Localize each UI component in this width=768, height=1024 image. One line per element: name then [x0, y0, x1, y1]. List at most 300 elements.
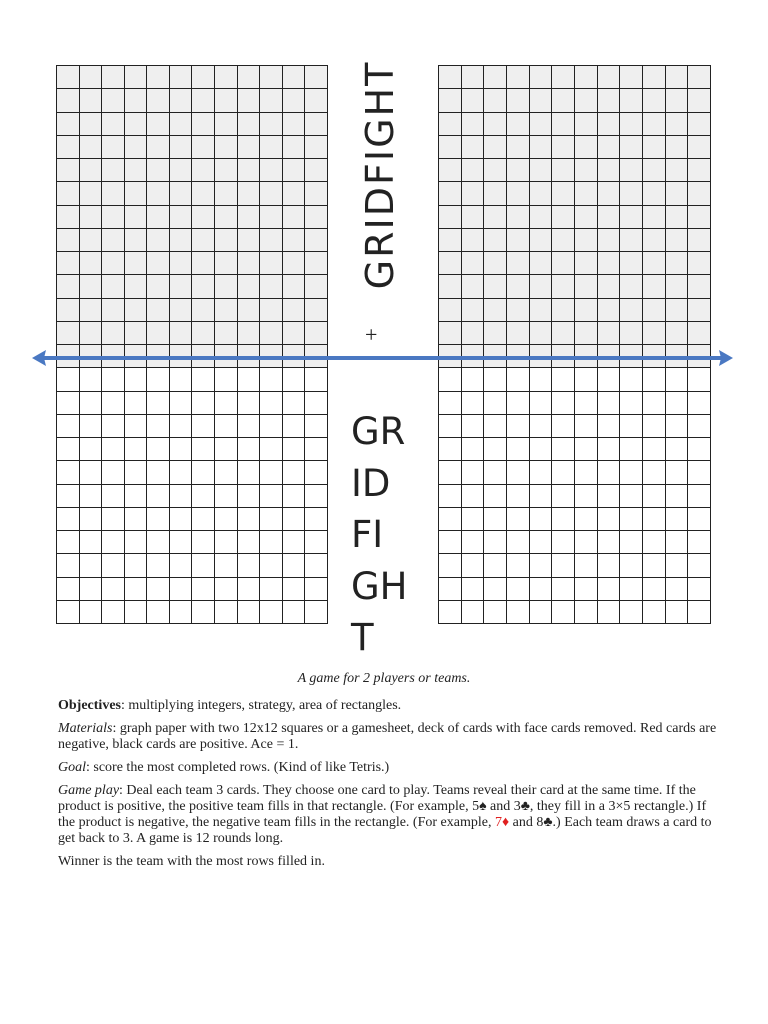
grid-row [57, 112, 328, 135]
grid-cell [461, 321, 484, 344]
grid-cell [620, 135, 643, 158]
grid-cell [461, 112, 484, 135]
grid-cell [57, 391, 80, 414]
subtitle: A game for 2 players or teams. [297, 671, 471, 686]
grid-cell [215, 112, 238, 135]
grid-cell [215, 461, 238, 484]
grid-cell [597, 112, 620, 135]
grid-cell [79, 507, 102, 530]
grid-cell [192, 484, 215, 507]
grid-cell [282, 554, 305, 577]
grid-cell [529, 298, 552, 321]
grid-cell [282, 414, 305, 437]
grid-cell [552, 159, 575, 182]
grid-cell [237, 182, 260, 205]
grid-cell [57, 414, 80, 437]
materials-paragraph [58, 721, 718, 753]
grid-cell [305, 298, 328, 321]
grid-cell [237, 391, 260, 414]
grid-cell [461, 159, 484, 182]
grid-row [439, 228, 711, 251]
grid-cell [574, 112, 597, 135]
grid-cell [305, 252, 328, 275]
red-card-example: 7♦ [494, 815, 510, 830]
grid-cell [282, 89, 305, 112]
gameplay-paragraph [58, 783, 718, 847]
grid-cell [461, 252, 484, 275]
grid-cell [688, 252, 711, 275]
grid-row [439, 600, 711, 623]
grid-cell [282, 298, 305, 321]
grid-cell [79, 554, 102, 577]
grid-row [439, 438, 711, 461]
grid-cell [169, 484, 192, 507]
grid-cell [215, 368, 238, 391]
grid-cell [620, 438, 643, 461]
title-vertical [350, 60, 410, 290]
number-line-axis [0, 346, 768, 370]
grid-cell [484, 391, 507, 414]
grid-cell [124, 577, 147, 600]
grid-cell [484, 321, 507, 344]
grid-cell [124, 252, 147, 275]
grid-cell [237, 484, 260, 507]
grid-cell [192, 252, 215, 275]
grid-cell [305, 554, 328, 577]
grid-row [439, 484, 711, 507]
grid-cell [192, 298, 215, 321]
grid-cell [506, 228, 529, 251]
grid-row [439, 66, 711, 89]
grid-cell [552, 182, 575, 205]
grid-cell [484, 438, 507, 461]
grid-cell [305, 600, 328, 623]
grid-cell [169, 205, 192, 228]
grid-row [439, 577, 711, 600]
grid-cell [688, 275, 711, 298]
grid-cell [305, 438, 328, 461]
grid-cell [665, 228, 688, 251]
grid-cell [620, 112, 643, 135]
grid-row [57, 600, 328, 623]
grid-cell [147, 391, 170, 414]
grid-cell [237, 507, 260, 530]
grid-cell [79, 205, 102, 228]
title-stacked-line: GH [351, 564, 408, 608]
grid-cell [574, 531, 597, 554]
axis-left-arrow [32, 350, 46, 366]
grid-cell [597, 461, 620, 484]
grid-cell [642, 275, 665, 298]
grid-cell [529, 275, 552, 298]
grid-cell [506, 159, 529, 182]
grid-cell [192, 461, 215, 484]
grid-cell [215, 275, 238, 298]
grid-cell [147, 507, 170, 530]
grid-cell [169, 554, 192, 577]
grid-cell [665, 438, 688, 461]
grid-cell [506, 368, 529, 391]
grid-cell [597, 391, 620, 414]
grid-cell [506, 391, 529, 414]
grid-cell [192, 554, 215, 577]
grid-cell [79, 600, 102, 623]
grid-cell [552, 531, 575, 554]
grid-cell [215, 414, 238, 437]
grid-cell [192, 89, 215, 112]
grid-cell [484, 531, 507, 554]
grid-cell [282, 438, 305, 461]
materials-label: Materials [58, 721, 113, 736]
grid-cell [260, 391, 283, 414]
grid-cell [439, 554, 462, 577]
grid-cell [642, 112, 665, 135]
grid-cell [124, 438, 147, 461]
grid-cell [57, 89, 80, 112]
grid-cell [506, 531, 529, 554]
grid-cell [484, 368, 507, 391]
grid-cell [79, 484, 102, 507]
grid-cell [102, 554, 125, 577]
grid-cell [597, 507, 620, 530]
grid-cell [79, 182, 102, 205]
grid-cell [192, 531, 215, 554]
grid-cell [439, 89, 462, 112]
grid-cell [147, 159, 170, 182]
grid-cell [260, 577, 283, 600]
grid-cell [688, 182, 711, 205]
grid-cell [57, 554, 80, 577]
grid-cell [102, 205, 125, 228]
grid-cell [282, 368, 305, 391]
grid-cell [597, 182, 620, 205]
grid-cell [102, 368, 125, 391]
grid-cell [574, 368, 597, 391]
grid-cell [102, 414, 125, 437]
grid-cell [215, 66, 238, 89]
grid-cell [305, 66, 328, 89]
grid-cell [147, 368, 170, 391]
grid-cell [620, 205, 643, 228]
grid-cell [305, 414, 328, 437]
grid-cell [282, 321, 305, 344]
grid-cell [439, 577, 462, 600]
grid-cell [552, 252, 575, 275]
grid-cell [215, 182, 238, 205]
grid-cell [147, 321, 170, 344]
grid-cell [461, 275, 484, 298]
grid-cell [237, 321, 260, 344]
grid-cell [574, 159, 597, 182]
grid-cell [282, 159, 305, 182]
grid-cell [169, 321, 192, 344]
title-vertical-text: GRIDFIGHT [358, 60, 402, 290]
grid-cell [552, 89, 575, 112]
grid-cell [620, 484, 643, 507]
grid-cell [552, 554, 575, 577]
grid-cell [169, 531, 192, 554]
grid-cell [124, 391, 147, 414]
grid-cell [597, 159, 620, 182]
grid-cell [237, 461, 260, 484]
grid-cell [215, 159, 238, 182]
grid-cell [102, 135, 125, 158]
grid-cell [665, 275, 688, 298]
grid-cell [169, 159, 192, 182]
grid-cell [79, 135, 102, 158]
grid-cell [506, 507, 529, 530]
grid-cell [439, 391, 462, 414]
grid-row [57, 252, 328, 275]
grid-cell [688, 135, 711, 158]
grid-cell [305, 182, 328, 205]
grid-cell [124, 461, 147, 484]
grid-cell [642, 298, 665, 321]
grid-cell [506, 89, 529, 112]
grid-cell [169, 298, 192, 321]
grid-cell [124, 112, 147, 135]
grid-cell [79, 531, 102, 554]
grid-cell [79, 461, 102, 484]
grid-cell [506, 182, 529, 205]
grid-row [439, 205, 711, 228]
grid-cell [574, 414, 597, 437]
grid-cell [57, 438, 80, 461]
grid-cell [124, 600, 147, 623]
grid-cell [169, 275, 192, 298]
grid-cell [260, 368, 283, 391]
grid-cell [102, 298, 125, 321]
grid-cell [102, 600, 125, 623]
grid-cell [260, 484, 283, 507]
grid-cell [192, 414, 215, 437]
grid-cell [688, 89, 711, 112]
grid-cell [57, 159, 80, 182]
grid-cell [57, 368, 80, 391]
title-stacked [351, 406, 431, 659]
grid-cell [529, 507, 552, 530]
grid-cell [169, 182, 192, 205]
grid-cell [642, 531, 665, 554]
grid-cell [305, 135, 328, 158]
grid-cell [102, 159, 125, 182]
grid-cell [642, 182, 665, 205]
grid-cell [79, 66, 102, 89]
grid-cell [57, 507, 80, 530]
grid-cell [574, 577, 597, 600]
grid-cell [305, 321, 328, 344]
grid-cell [529, 531, 552, 554]
grid-cell [79, 89, 102, 112]
grid-cell [57, 205, 80, 228]
grid-cell [260, 438, 283, 461]
objectives-paragraph [58, 698, 718, 714]
grid-cell [282, 275, 305, 298]
axis-right-arrow [719, 350, 733, 366]
grid-cell [282, 484, 305, 507]
grid-cell [79, 275, 102, 298]
grid-cell [665, 368, 688, 391]
grid-cell [102, 228, 125, 251]
grid-cell [260, 275, 283, 298]
grid-cell [124, 554, 147, 577]
grid-cell [124, 228, 147, 251]
rules-text [58, 698, 718, 877]
grid-cell [620, 531, 643, 554]
grid-cell [484, 275, 507, 298]
grid-cell [260, 554, 283, 577]
grid-cell [484, 182, 507, 205]
grid-cell [529, 368, 552, 391]
grid-cell [237, 368, 260, 391]
grid-cell [79, 438, 102, 461]
grid-cell [642, 554, 665, 577]
grid-cell [169, 89, 192, 112]
grid-cell [552, 66, 575, 89]
grid-cell [620, 577, 643, 600]
grid-cell [192, 438, 215, 461]
grid-cell [169, 414, 192, 437]
grid-cell [506, 112, 529, 135]
grid-cell [79, 577, 102, 600]
grid-cell [484, 298, 507, 321]
grid-cell [574, 205, 597, 228]
grid-cell [169, 66, 192, 89]
grid-cell [642, 321, 665, 344]
grid-cell [461, 531, 484, 554]
grid-cell [260, 461, 283, 484]
grid-cell [192, 600, 215, 623]
grid-cell [688, 205, 711, 228]
grid-cell [215, 205, 238, 228]
grid-cell [147, 89, 170, 112]
grid-cell [305, 461, 328, 484]
grid-cell [215, 531, 238, 554]
grid-cell [461, 554, 484, 577]
grid-cell [620, 89, 643, 112]
winner-paragraph: Winner is the team with the most rows filled in. [58, 854, 325, 869]
grid-cell [260, 531, 283, 554]
grid-cell [260, 507, 283, 530]
grid-cell [506, 66, 529, 89]
grid-cell [79, 228, 102, 251]
goal-label: Goal [58, 760, 86, 775]
grid-cell [529, 484, 552, 507]
grid-row [57, 159, 328, 182]
grid-cell [147, 531, 170, 554]
grid-cell [506, 484, 529, 507]
grid-cell [147, 298, 170, 321]
grid-cell [574, 135, 597, 158]
grid-cell [597, 252, 620, 275]
grid-cell [282, 391, 305, 414]
grid-cell [665, 252, 688, 275]
grid-cell [552, 461, 575, 484]
grid-row [57, 205, 328, 228]
grid-cell [461, 484, 484, 507]
grid-cell [305, 507, 328, 530]
grid-cell [688, 484, 711, 507]
grid-row [57, 554, 328, 577]
grid-cell [688, 414, 711, 437]
grid-row [439, 182, 711, 205]
grid-cell [237, 252, 260, 275]
grid-row [57, 461, 328, 484]
grid-cell [552, 275, 575, 298]
grid-cell [147, 252, 170, 275]
grid-cell [439, 205, 462, 228]
grid-cell [260, 135, 283, 158]
grid-cell [147, 600, 170, 623]
grid-row [57, 507, 328, 530]
grid-cell [305, 228, 328, 251]
grid-cell [305, 484, 328, 507]
grid-cell [597, 414, 620, 437]
grid-cell [620, 507, 643, 530]
grid-cell [215, 135, 238, 158]
grid-cell [688, 391, 711, 414]
grid-cell [124, 298, 147, 321]
grid-cell [597, 600, 620, 623]
grid-cell [688, 228, 711, 251]
grid-cell [506, 205, 529, 228]
grid-cell [665, 577, 688, 600]
objectives-text: : multiplying integers, strategy, area of rectangles. [120, 698, 402, 713]
grid-cell [124, 135, 147, 158]
grid-cell [665, 89, 688, 112]
grid-cell [282, 135, 305, 158]
grid-cell [305, 89, 328, 112]
grid-cell [237, 414, 260, 437]
grid-cell [79, 112, 102, 135]
grid-cell [192, 112, 215, 135]
grid-cell [574, 554, 597, 577]
grid-cell [215, 554, 238, 577]
grid-cell [260, 112, 283, 135]
grid-cell [215, 484, 238, 507]
grid-cell [688, 159, 711, 182]
grid-row [439, 275, 711, 298]
grid-cell [169, 600, 192, 623]
grid-row [439, 298, 711, 321]
grid-cell [79, 252, 102, 275]
grid-row [57, 66, 328, 89]
grid-cell [529, 321, 552, 344]
grid-cell [147, 438, 170, 461]
goal-text: : score the most completed rows. (Kind of like Tetris.) [86, 760, 390, 775]
grid-cell [147, 228, 170, 251]
grid-cell [597, 66, 620, 89]
grid-cell [574, 438, 597, 461]
grid-row [57, 275, 328, 298]
grid-cell [305, 368, 328, 391]
grid-cell [215, 577, 238, 600]
grid-cell [57, 484, 80, 507]
grid-cell [552, 298, 575, 321]
grid-cell [461, 135, 484, 158]
grid-cell [642, 252, 665, 275]
grid-row [57, 438, 328, 461]
grid-cell [620, 298, 643, 321]
grid-cell [574, 298, 597, 321]
grid-cell [642, 391, 665, 414]
grid-cell [574, 600, 597, 623]
grid-cell [439, 484, 462, 507]
grid-cell [305, 577, 328, 600]
grid-cell [529, 391, 552, 414]
grid-row [439, 112, 711, 135]
grid-cell [305, 112, 328, 135]
